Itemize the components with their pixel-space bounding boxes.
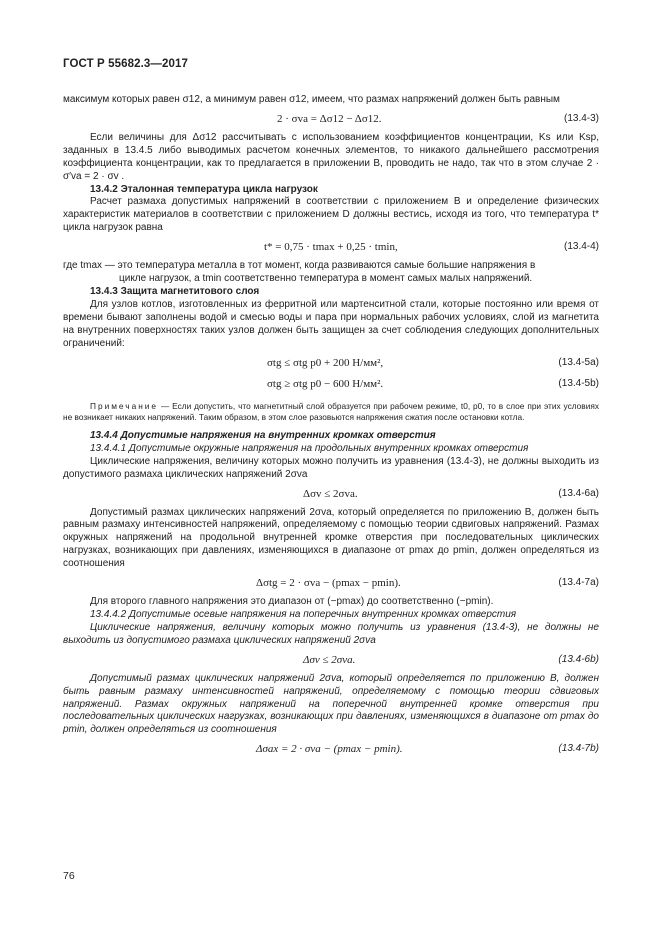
paragraph-8: Циклические напряжения, величину которых можно получить из уравнения (13.4-3), не должны не выходить из допустимого размаха циклических напряжений 2σva: [63, 621, 599, 646]
note-block: [63, 401, 599, 423]
section-heading-13-4-4: 13.4.4 Допустимые напряжения на внутренних кромках отверстия: [90, 429, 436, 441]
equation-formula: 2 · σva = Δσ12 − Δσ12.: [277, 112, 382, 125]
equation-13-4-5b: [63, 378, 599, 393]
equation-number: (13.4-3): [563, 112, 599, 124]
page-content: [63, 94, 599, 762]
where-line-2: цикле нагрузок, а tmin соответственно температура в момент самых малых напряжений.: [119, 273, 533, 285]
equation-number: (13.4-5b): [558, 377, 599, 389]
paragraph-3: Расчет размаха допустимых напряжений в соответствии с приложением В и определение физических характеристик материалов в соответствии с приложением D должны вестись, исходя из того, что температура t* цикла нагрузок равна: [63, 196, 599, 234]
section-heading-13-4-3: 13.4.3 Защита магнетитового слоя: [90, 285, 260, 297]
paragraph-1: максимум которых равен σ12, а минимум равен σ12, имеем, что размах напряжений должен быть равным: [63, 94, 560, 105]
where-line-1: где tmax — это температура металла в тот момент, когда развиваются самые большие напряжения в: [63, 260, 536, 272]
equation-number: (13.4-4): [563, 241, 599, 253]
equation-13-4-4: [63, 241, 599, 256]
equation-number: (13.4-6b): [558, 653, 599, 665]
document-header: ГОСТ Р 55682.3—2017: [63, 58, 188, 70]
paragraph-9: Допустимый размах циклических напряжений 2σva, который определяется по приложению В, должен быть равным размаху интенсивностей напряжений, определяемому с помощью теории сдвиговых напряжений. Размах окружных напряжений на поперечной внутренней кромке отверстия при последовательных циклических нагрузках, возникающих при давлениях, изменяющихся в диапазоне от pmax до pmin, должен определяться из соотношения: [63, 672, 599, 736]
equation-number: (13.4-7b): [558, 743, 599, 755]
paragraph-5: Циклические напряжения, величину которых можно получить из уравнения (13.4-3), не должны выходить из допустимого размаха циклических напряжений 2σva: [63, 455, 599, 480]
note-label: Примечание: [90, 400, 159, 411]
equation-number: (13.4-5a): [558, 356, 599, 368]
equation-13-4-3: [63, 113, 599, 128]
equation-number: (13.4-7a): [558, 577, 599, 589]
equation-formula: σtg ≤ σtg p0 + 200 Н/мм²,: [267, 356, 384, 369]
equation-13-4-7b: [63, 743, 599, 758]
equation-13-4-6a: [63, 488, 599, 503]
page-number: 76: [63, 870, 75, 882]
equation-formula: t* = 0,75 · tmax + 0,25 · tmin,: [264, 241, 398, 254]
equation-13-4-6b: [63, 654, 599, 669]
paragraph-7: Для второго главного напряжения это диапазон от (−pmax) до соответственно (−pmin).: [90, 596, 494, 608]
paragraph-6: Допустимый размах циклических напряжений 2σva, который определяется по приложению В, должен быть равным размаху интенсивностей напряжений, определяемому с помощью теории сдвиговых напряжений. Размах окружных напряжений на продольной внутренней кромке отверстия при последовательных циклических нагрузках, возникающих при давлениях, изменяющихся в диапазоне от pmax до pmin, должен определяться из соотношения: [63, 506, 599, 570]
equation-13-4-7a: [63, 577, 599, 592]
equation-formula: Δσax = 2 · σva − (pmax − pmin).: [256, 743, 403, 756]
equation-formula: σtg ≥ σtg p0 − 600 Н/мм².: [267, 377, 384, 390]
paragraph-2: Если величины для Δσ12 рассчитывать с использованием коэффициентов концентрации, Ks или Ksp, заданных в 13.4.5 либо выводимых расчетом конечных элементов, то никакого дальнейшего рассмотрения коэффициента концентрации, как то предлагается в приложении В, проводить не надо, так что в этом случае 2 · σ′va = 2 · σv .: [63, 131, 599, 182]
equation-formula: Δσtg = 2 · σva − (pmax − pmin).: [256, 577, 401, 590]
equation-formula: Δσv ≤ 2σva.: [303, 487, 358, 500]
subsection-heading-13-4-4-1: 13.4.4.1 Допустимые окружные напряжения на продольных внутренних кромках отверстия: [90, 442, 529, 454]
note-text: — Если допустить, что магнетитный слой образуется при рабочем режиме, t0, p0, то в слое при этих условиях не возникает никаких напряжений. Таким образом, в этом слое разовьются напряжения сжатия после остановки котла.: [63, 400, 599, 422]
paragraph-4: Для узлов котлов, изготовленных из ферритной или мартенситной стали, которые постоянно или время от времени бывают заполнены водой и смесью воды и пара при нормальных рабочих условиях, слой из магнетита на внутренних поверхностях таких узлов должен быть защищен за счет соблюдения следующих дополнительных ограничений:: [63, 298, 599, 349]
subsection-heading-13-4-4-2: 13.4.4.2 Допустимые осевые напряжения на поперечных внутренних кромках отверстия: [90, 608, 517, 620]
equation-formula: Δσv ≤ 2σva.: [303, 653, 356, 666]
equation-13-4-5a: [63, 357, 599, 372]
section-heading-13-4-2: 13.4.2 Эталонная температура цикла нагрузок: [90, 183, 318, 195]
equation-number: (13.4-6a): [558, 487, 599, 499]
